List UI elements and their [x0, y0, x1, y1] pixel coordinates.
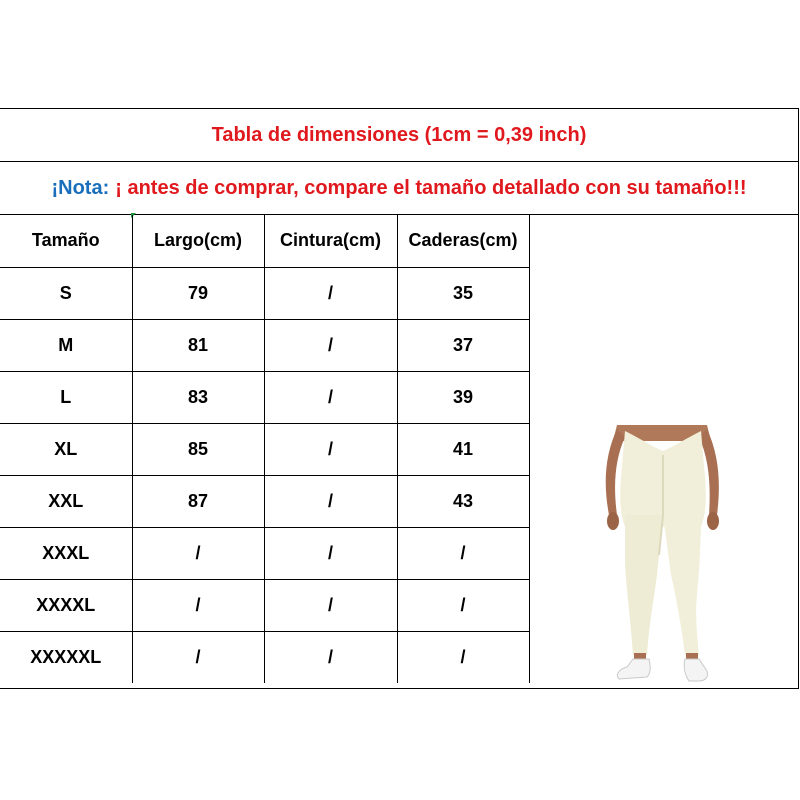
- table-row: [0, 423, 529, 475]
- table-row: [0, 371, 529, 423]
- hips-cell: /: [397, 579, 529, 631]
- hips-cell: 41: [397, 423, 529, 475]
- note-text: ¡ antes de comprar, compare el tamaño detallado con su tamaño!!!: [115, 176, 747, 199]
- hips-cell: /: [397, 527, 529, 579]
- waist-cell: /: [264, 631, 397, 683]
- left-hand: [607, 512, 619, 530]
- hips-cell: 43: [397, 475, 529, 527]
- waist-cell: /: [264, 267, 397, 319]
- hips-cell: /: [397, 631, 529, 683]
- note-label: ¡Nota:: [51, 176, 110, 199]
- leggings-photo-icon: [529, 215, 798, 689]
- header-size: Tamaño: [0, 215, 132, 267]
- leggings-left-leg: [625, 515, 663, 655]
- size-cell: S: [0, 267, 132, 319]
- size-cell: M: [0, 319, 132, 371]
- size-cell: L: [0, 371, 132, 423]
- length-cell: 83: [132, 371, 264, 423]
- length-cell: 79: [132, 267, 264, 319]
- leggings-right-leg: [663, 515, 701, 655]
- hips-cell: 35: [397, 267, 529, 319]
- table-row: [0, 527, 529, 579]
- hips-cell: 39: [397, 371, 529, 423]
- table-header-row: [0, 215, 529, 267]
- waist-cell: /: [264, 475, 397, 527]
- header-hips: Caderas(cm): [397, 215, 529, 267]
- length-cell: /: [132, 527, 264, 579]
- hips-cell: 37: [397, 319, 529, 371]
- waist-cell: /: [264, 371, 397, 423]
- right-hand: [707, 512, 719, 530]
- size-chart-sheet: [0, 108, 799, 689]
- table-row: [0, 267, 529, 319]
- size-cell: XXL: [0, 475, 132, 527]
- size-cell: XXXL: [0, 527, 132, 579]
- length-cell: /: [132, 631, 264, 683]
- note-banner: [0, 162, 798, 215]
- length-cell: 81: [132, 319, 264, 371]
- header-waist: Cintura(cm): [264, 215, 397, 267]
- size-cell: XXXXL: [0, 579, 132, 631]
- table-row: [0, 319, 529, 371]
- left-shoe: [617, 659, 650, 679]
- length-cell: 85: [132, 423, 264, 475]
- waist-cell: /: [264, 319, 397, 371]
- table-row: [0, 631, 529, 683]
- table-row: [0, 579, 529, 631]
- header-length: Largo(cm): [132, 215, 264, 267]
- size-cell: XL: [0, 423, 132, 475]
- length-cell: 87: [132, 475, 264, 527]
- table-row: [0, 475, 529, 527]
- waist-cell: /: [264, 527, 397, 579]
- waist-cell: /: [264, 579, 397, 631]
- size-cell: XXXXXL: [0, 631, 132, 683]
- size-table: [0, 215, 530, 683]
- length-cell: /: [132, 579, 264, 631]
- chart-title: Tabla de dimensiones (1cm = 0,39 inch): [0, 109, 798, 162]
- product-photo-cell: [529, 215, 798, 689]
- right-shoe: [684, 659, 707, 681]
- waist-cell: /: [264, 423, 397, 475]
